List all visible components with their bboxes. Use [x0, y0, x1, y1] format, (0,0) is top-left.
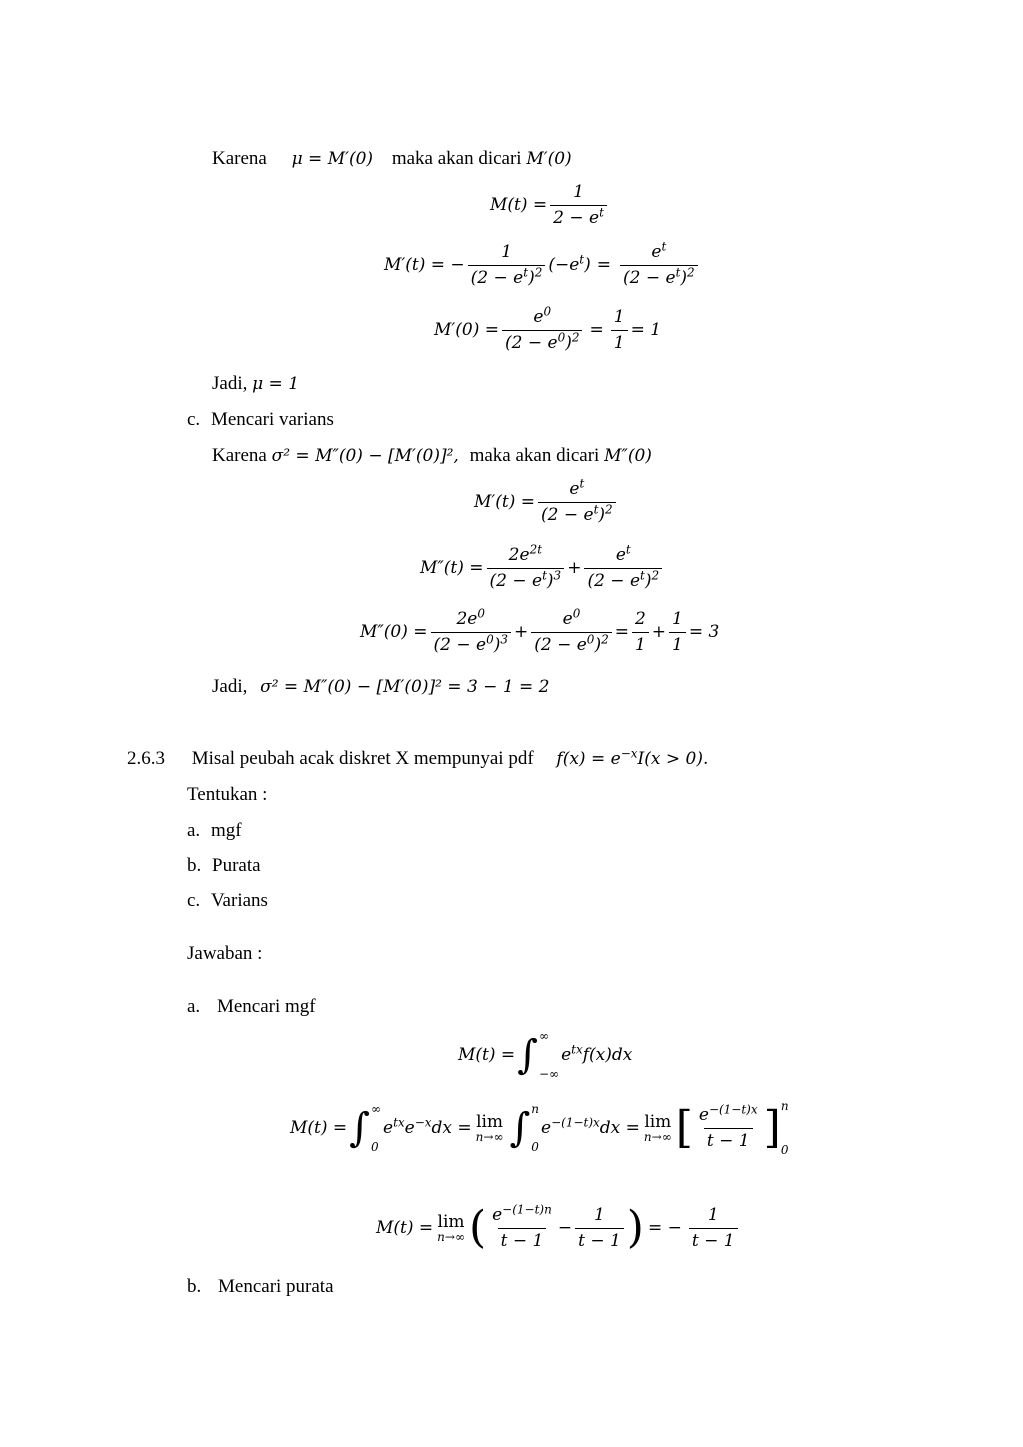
- denominator: $(2 - e^t)^2$: [468, 265, 546, 288]
- list-marker: c.: [187, 409, 201, 430]
- numerator: $e^t$: [615, 542, 631, 565]
- denominator: $(2 - e^t)^2$: [538, 502, 616, 525]
- den-text: (2 − e: [470, 267, 524, 288]
- denominator: $(2 - e^0)^2$: [502, 330, 582, 353]
- den-text: (2 − e: [587, 570, 640, 591]
- formula-mu: μ = M′(0): [291, 149, 374, 169]
- integral-2: [509, 1103, 539, 1153]
- list-marker: a.: [187, 820, 201, 841]
- integral-limits: [539, 1030, 559, 1080]
- list-item-c: [187, 891, 268, 910]
- num-text: 2e: [456, 609, 478, 629]
- num-text: e: [533, 307, 544, 327]
- bracket-right: ]: [763, 1102, 781, 1153]
- denominator: t − 1: [689, 1228, 738, 1251]
- equals: =: [614, 621, 629, 642]
- numerator: $e^{-(1-t)n}$: [492, 1202, 552, 1225]
- equation-mdouble-0: [360, 606, 720, 655]
- lower-limit: −∞: [539, 1067, 560, 1081]
- equation-mdouble-t: [420, 542, 665, 591]
- bracket-left: [: [675, 1102, 693, 1153]
- numerator: $e^{-(1-t)x}$: [698, 1102, 758, 1125]
- list-label: Mencari mgf: [216, 996, 316, 1017]
- eq-lhs: M′(0) =: [434, 319, 499, 340]
- numerator: $2e^0$: [456, 606, 485, 629]
- equation-mprime-t: [384, 239, 701, 288]
- integral-sign: ∫: [509, 1105, 531, 1151]
- eq-lhs: M(t) =: [290, 1117, 348, 1138]
- list-marker: b.: [187, 855, 202, 876]
- den-text: 2 − e: [553, 207, 600, 228]
- text-tentukan: Tentukan :: [187, 784, 268, 805]
- minus: −: [557, 1217, 573, 1238]
- num-text: 2e: [508, 545, 530, 565]
- lim-sub: n→∞: [643, 1129, 672, 1144]
- equation-mprime-0: [434, 304, 662, 353]
- numerator: $e^t$: [651, 239, 667, 262]
- numerator: 2: [634, 609, 646, 629]
- denominator: t − 1: [575, 1228, 624, 1251]
- integrand-e: e: [383, 1117, 394, 1138]
- list-label: Mencari purata: [218, 1276, 334, 1297]
- integral-sign: ∫: [517, 1032, 538, 1078]
- integrand-dx: dx =: [599, 1117, 640, 1138]
- equals: = −: [647, 1217, 682, 1238]
- fraction-1: [487, 542, 565, 591]
- list-item-b: [187, 856, 261, 875]
- fraction-1: [489, 1202, 555, 1251]
- eq-lhs: M(t) =: [376, 1217, 434, 1238]
- eq-rhs: = 1: [630, 319, 662, 340]
- line-jadi-mu: [212, 374, 299, 393]
- den-text: (2 − e: [541, 504, 594, 525]
- numerator: $e^0$: [533, 304, 552, 327]
- numerator: 1: [594, 1205, 605, 1225]
- bracket-limits: [781, 1100, 789, 1156]
- list-item-c-varians: [187, 410, 334, 429]
- numerator: $2e^{2t}$: [508, 542, 543, 565]
- list-marker: b.: [187, 1276, 202, 1297]
- limit: [437, 1211, 465, 1244]
- num-text: e: [492, 1205, 503, 1225]
- integral-limits: [371, 1103, 381, 1153]
- formula-sigma: σ² = M″(0) − [M′(0)]²,: [271, 446, 459, 466]
- equation-mgf-result: [376, 1202, 741, 1254]
- numerator: $e^t$: [569, 476, 585, 499]
- upper-limit: ∞: [539, 1029, 549, 1043]
- upper-limit: ∞: [371, 1102, 381, 1116]
- eq-lhs: M′(t) = −: [384, 254, 465, 275]
- lim-text: lim: [476, 1111, 504, 1132]
- integrand: $e^{tx}f(x)dx$: [561, 1041, 633, 1065]
- num-text: e: [651, 242, 662, 262]
- fraction-1: [502, 304, 582, 353]
- denominator: $(2 - e^t)^2$: [584, 568, 662, 591]
- den-text: (2 − e: [534, 634, 587, 655]
- num-text: e: [562, 609, 573, 629]
- integral: [517, 1030, 559, 1080]
- line-karena-mu: [212, 149, 572, 168]
- num-text: e: [698, 1104, 709, 1125]
- fraction-2: [611, 308, 628, 352]
- list-label: mgf: [210, 820, 242, 841]
- numerator: 1: [613, 307, 625, 327]
- eq-lhs: M(t) =: [490, 194, 548, 215]
- numerator: 1: [501, 242, 512, 262]
- paren-term: $(-e^t)$: [548, 252, 591, 275]
- integral-limits: [531, 1103, 539, 1153]
- fraction-4: [669, 610, 686, 654]
- text-maka: maka akan dicari: [469, 445, 600, 466]
- upper-limit: n: [531, 1102, 540, 1116]
- num-text: e: [615, 545, 626, 565]
- fraction-2: [531, 606, 611, 655]
- fraction-2: [620, 239, 698, 288]
- formula-mu-result: μ = 1: [252, 374, 300, 394]
- plus: +: [651, 621, 667, 642]
- fraction-2: [575, 1206, 624, 1250]
- lim-sub: n→∞: [475, 1129, 504, 1144]
- text-maka: maka akan dicari: [391, 148, 522, 169]
- paren-left: (: [468, 1202, 487, 1254]
- formula-m2-0: M″(0): [604, 446, 652, 466]
- list-item-b-purata: [187, 1277, 334, 1296]
- problem-number: 2.6.3: [127, 748, 165, 769]
- integral-sign: ∫: [349, 1105, 370, 1151]
- eq-lhs: M″(t) =: [420, 557, 484, 578]
- text-karena: Karena: [212, 148, 267, 169]
- list-marker: a.: [187, 996, 201, 1017]
- limit-2: [643, 1111, 672, 1144]
- line-jadi-sigma: [212, 677, 550, 696]
- formula-m0: M′(0): [526, 149, 572, 169]
- eq-lhs: M′(t) =: [474, 491, 536, 512]
- fraction: [550, 183, 607, 227]
- numerator: $e^0$: [562, 606, 581, 629]
- pdf-text-2: I(x > 0).: [637, 749, 709, 769]
- lower-limit: 0: [531, 1140, 539, 1154]
- den-text: (2 − e: [433, 634, 487, 655]
- den-text: (2 − e: [489, 570, 543, 591]
- denominator: 1: [632, 632, 649, 655]
- integral-1: [349, 1103, 381, 1153]
- denominator: 1: [611, 330, 628, 353]
- upper-limit: n: [780, 1099, 789, 1113]
- fraction: [696, 1102, 761, 1151]
- denominator: $(2 - e^0)^3$: [431, 632, 511, 655]
- paren-right: ): [626, 1202, 644, 1254]
- equation-mprime-t-2: [474, 476, 619, 525]
- problem-text: Misal peubah acak diskret X mempunyai pdf: [191, 748, 534, 769]
- eq-rhs: = 3: [688, 621, 720, 642]
- equals: =: [596, 254, 611, 275]
- lower-limit: 0: [371, 1140, 379, 1154]
- list-item-a: [187, 821, 242, 840]
- paren-text: (−e: [548, 254, 580, 275]
- text-jadi: Jadi,: [212, 373, 248, 394]
- integrand-2: $e^{-(1-t)x}dx$ =: [541, 1114, 640, 1138]
- den-text: (2 − e: [505, 332, 558, 353]
- denominator: $(2 - e^0)^2$: [531, 632, 611, 655]
- fraction-3: [632, 610, 649, 654]
- list-label: Purata: [212, 855, 261, 876]
- fraction-1: [431, 606, 511, 655]
- formula-sigma-result: σ² = M″(0) − [M′(0)]² = 3 − 1 = 2: [260, 677, 550, 697]
- list-label: Varians: [210, 890, 268, 911]
- numerator: 1: [707, 1205, 719, 1225]
- lim-sub: n→∞: [437, 1229, 465, 1244]
- limit-1: [475, 1111, 504, 1144]
- list-item-a-mgf: [187, 997, 316, 1016]
- denominator: t − 1: [498, 1228, 547, 1251]
- equation-mgf-integral: [290, 1100, 789, 1156]
- integrand-text: f(x)dx: [582, 1044, 633, 1065]
- denominator: t − 1: [704, 1128, 753, 1151]
- equation-mgf-def: [458, 1030, 632, 1080]
- text-karena: Karena: [212, 445, 267, 466]
- lim-text: lim: [437, 1211, 465, 1232]
- formula-pdf: $f(x) = e^{-x}I(x > 0)$.: [556, 746, 709, 769]
- text-jadi: Jadi,: [212, 676, 248, 697]
- eq-lhs: M″(0) =: [360, 621, 428, 642]
- numerator: 1: [573, 182, 584, 202]
- lim-text: lim: [644, 1111, 672, 1132]
- pdf-text: f(x) = e: [556, 749, 621, 769]
- equation-mt: [490, 183, 610, 227]
- integrand-dx: dx =: [431, 1117, 472, 1138]
- fraction: [538, 476, 616, 525]
- list-label: Mencari varians: [210, 409, 334, 430]
- denominator: $(2 - e^t)^2$: [620, 265, 698, 288]
- num-text: e: [569, 479, 580, 499]
- fraction-2: [584, 542, 662, 591]
- integrand-1: $e^{tx}e^{-x}dx$ =: [383, 1114, 472, 1138]
- list-marker: c.: [187, 890, 201, 911]
- plus: +: [513, 621, 529, 642]
- problem-2-6-3: [127, 746, 709, 769]
- eq-lhs: M(t) =: [458, 1044, 516, 1065]
- numerator: 1: [672, 609, 683, 629]
- denominator: $(2 - e^t)^3$: [487, 568, 565, 591]
- lower-limit: 0: [780, 1143, 789, 1157]
- denominator: $2 - e^t$: [550, 205, 607, 228]
- fraction-1: [468, 243, 546, 287]
- denominator: 1: [669, 632, 686, 655]
- text-jawaban: Jawaban :: [187, 943, 263, 964]
- equals: =: [589, 319, 604, 340]
- fraction-3: [689, 1206, 738, 1250]
- line-karena-sigma: [212, 446, 652, 465]
- den-text: (2 − e: [623, 267, 676, 288]
- plus: +: [567, 557, 582, 578]
